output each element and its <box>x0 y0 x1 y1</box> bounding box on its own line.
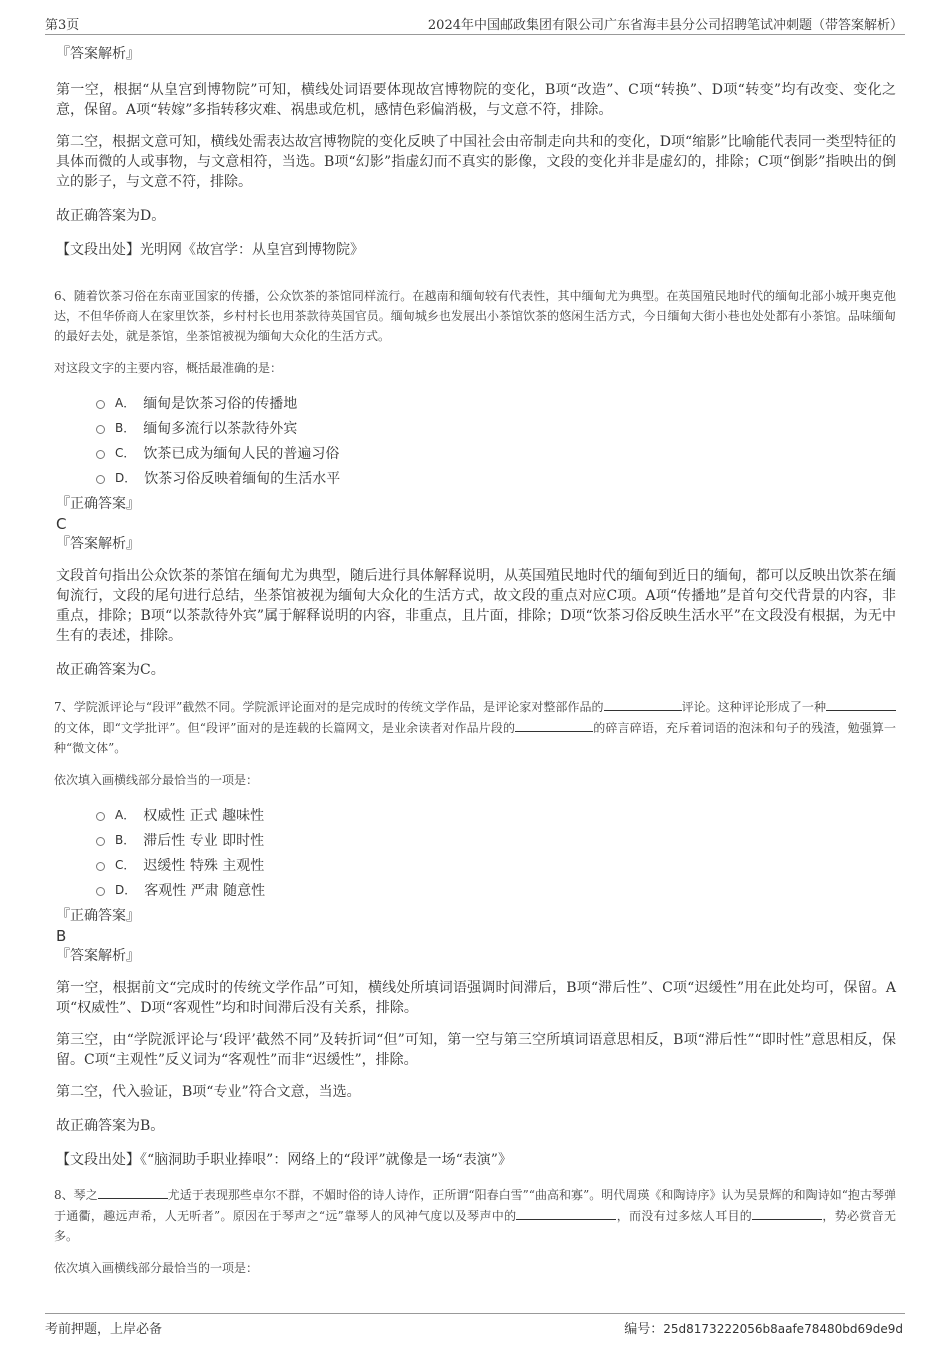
q6-question: 对这段文字的主要内容，概括最准确的是： <box>54 361 283 375</box>
blank-3 <box>515 717 593 732</box>
q5-analysis-p2: 第二空，根据文意可知，横线处需表达故宫博物院的变化反映了中国社会由帝制走向共和的变化，D项“缩影”比喻能代表同一类型特征的具体而微的人或事物，与文意相符，当选。B项“幻影”指虚幻而不真实的影像，文段的变化并非是虚幻的，排除；C项“倒影”指映出的倒立的影子，与文意不符，排除。 <box>56 134 896 190</box>
q7-stem: 7、学院派评论与“段评”截然不同。学院派评论面对的是完成时的传统文学作品，是评论家对整部作品的 评论。这种评论形成了一种的文体，即“文学批评”。但“段评”面对的是连载的长篇网文，是业余读者对作品片段的 的碎言碎语，充斥着词语的泡沫和句子的残渣，勉强算一种“微文体”。 <box>54 696 896 758</box>
q6-option-b[interactable]: B． 缅甸多流行以茶款待外宾 <box>96 415 896 440</box>
q5-conclusion: 故正确答案为D。 <box>56 208 166 224</box>
page-content <box>56 44 896 1278</box>
q7-option-b[interactable]: B． 滞后性 专业 即时性 <box>96 827 896 852</box>
page-header <box>45 14 905 35</box>
q7-analysis-p3: 第二空，代入验证，B项“专业”符合文意，当选。 <box>56 1084 361 1100</box>
q7-analysis-p1: 第一空，根据前文“完成时的传统文学作品”可知，横线处所填词语强调时间滞后，B项“滞后性”、C项“迟缓性”用在此处均可，保留。A项“权威性”、D项“客观性”均和时间滞后没有关系，排除。 <box>56 980 896 1016</box>
q7-correct-answer: B <box>56 927 67 945</box>
q6-option-a[interactable]: A． 缅甸是饮茶习俗的传播地 <box>96 390 896 415</box>
radio-icon[interactable] <box>96 450 105 459</box>
q6-conclusion: 故正确答案为C。 <box>56 662 165 678</box>
q7-option-d[interactable]: D． 客观性 严肃 随意性 <box>96 877 896 902</box>
q7-correct-label: 『正确答案』 <box>56 908 140 924</box>
q7-analysis-p2: 第三空，由“学院派评论与‘段评’截然不同”及转折词“但”可知，第一空与第三空所填词语意思相反，B项“滞后性”“即时性”意思相反，保留。C项“主观性”反义词为“客观性”而非“迟缓性”，排除。 <box>56 1032 896 1068</box>
page-number: 第3页 <box>45 18 80 33</box>
radio-icon[interactable] <box>96 400 105 409</box>
radio-icon[interactable] <box>96 425 105 434</box>
q7-option-c[interactable]: C． 迟缓性 特殊 主观性 <box>96 852 896 877</box>
q6-options <box>96 390 896 490</box>
blank-2 <box>516 1205 616 1220</box>
q6-analysis-label: 『答案解析』 <box>56 536 140 552</box>
blank-1 <box>98 1184 168 1199</box>
document-title: 2024年中国邮政集团有限公司广东省海丰县分公司招聘笔试冲刺题（带答案解析） <box>427 18 903 33</box>
page-footer <box>45 1313 905 1337</box>
q7-source: 【文段出处】《“脑洞助手职业捧哏”：网络上的“段评”就像是一场“表演”》 <box>56 1152 512 1168</box>
q6-stem: 6、随着饮茶习俗在东南亚国家的传播，公众饮茶的茶馆同样流行。在越南和缅甸较有代表性，其中缅甸尤为典型。在英国殖民地时代的缅甸北部小城开奥克他达，不但华侨商人在家里饮茶，乡村村长也用茶款待英国官员。缅甸城乡也发展出小茶馆饮茶的悠闲生活方式，今日缅甸大街小巷也处处都有小茶馆。品味缅甸的最好去处，就是茶馆，坐茶馆被视为缅甸大众化的生活方式。 <box>54 289 896 343</box>
footer-slogan: 考前押题，上岸必备 <box>45 1322 163 1337</box>
q7-conclusion: 故正确答案为B。 <box>56 1118 165 1134</box>
q6-correct-answer: C <box>56 515 67 533</box>
radio-icon[interactable] <box>96 812 105 821</box>
blank-3 <box>752 1205 822 1220</box>
q8-stem: 8、琴之 尤适于表现那些卓尔不群，不媚时俗的诗人诗作，正所谓“阳春白雪”“曲高和寡”。明代周瑛《和陶诗序》认为吴景辉的和陶诗如“抱古琴弹于通衢，趣远声希，人无听者”。原因在于琴声之“远”靠琴人的风神气度以及琴声中的 ，而没有过多炫人耳目的 ，势必赏音无多。 <box>54 1184 896 1246</box>
q5-source: 【文段出处】光明网《故宫学：从皇宫到博物院》 <box>56 242 364 258</box>
q7-option-a[interactable]: A． 权威性 正式 趣味性 <box>96 802 896 827</box>
q8-question: 依次填入画横线部分最恰当的一项是： <box>54 1261 259 1275</box>
q7-options <box>96 802 896 902</box>
q6-option-d[interactable]: D． 饮茶习俗反映着缅甸的生活水平 <box>96 465 896 490</box>
radio-icon[interactable] <box>96 887 105 896</box>
radio-icon[interactable] <box>96 475 105 484</box>
blank-2 <box>826 696 896 711</box>
q5-analysis-p1: 第一空，根据“从皇宫到博物院”可知，横线处词语要体现故宫博物院的变化，B项“改造”、C项“转换”、D项“转变”均有改变、变化之意，保留。A项“转嫁”多指转移灾难、祸患或危机，感情色彩偏消极，与文意不符，排除。 <box>56 82 896 118</box>
q7-question: 依次填入画横线部分最恰当的一项是： <box>54 773 259 787</box>
footer-code: 编号：25d8173222056b8aafe78480bd69de9d <box>624 1322 903 1337</box>
q6-correct-label: 『正确答案』 <box>56 496 140 512</box>
radio-icon[interactable] <box>96 862 105 871</box>
radio-icon[interactable] <box>96 837 105 846</box>
q5-analysis-label: 『答案解析』 <box>56 46 140 62</box>
q6-option-c[interactable]: C． 饮茶已成为缅甸人民的普遍习俗 <box>96 440 896 465</box>
blank-1 <box>604 696 682 711</box>
q6-analysis: 文段首句指出公众饮茶的茶馆在缅甸尤为典型，随后进行具体解释说明，从英国殖民地时代的缅甸到近日的缅甸，都可以反映出饮茶在缅甸流行，文段的尾句进行总结，坐茶馆被视为缅甸大众化的生活方式，故文段的重点对应C项。A项“传播地”是首句交代背景的内容，非重点，排除；B项“以茶款待外宾”属于解释说明的内容，非重点，且片面，排除；D项“饮茶习俗反映生活水平”在文段没有根据，为无中生有的表述，排除。 <box>56 568 896 644</box>
q7-analysis-label: 『答案解析』 <box>56 948 140 964</box>
